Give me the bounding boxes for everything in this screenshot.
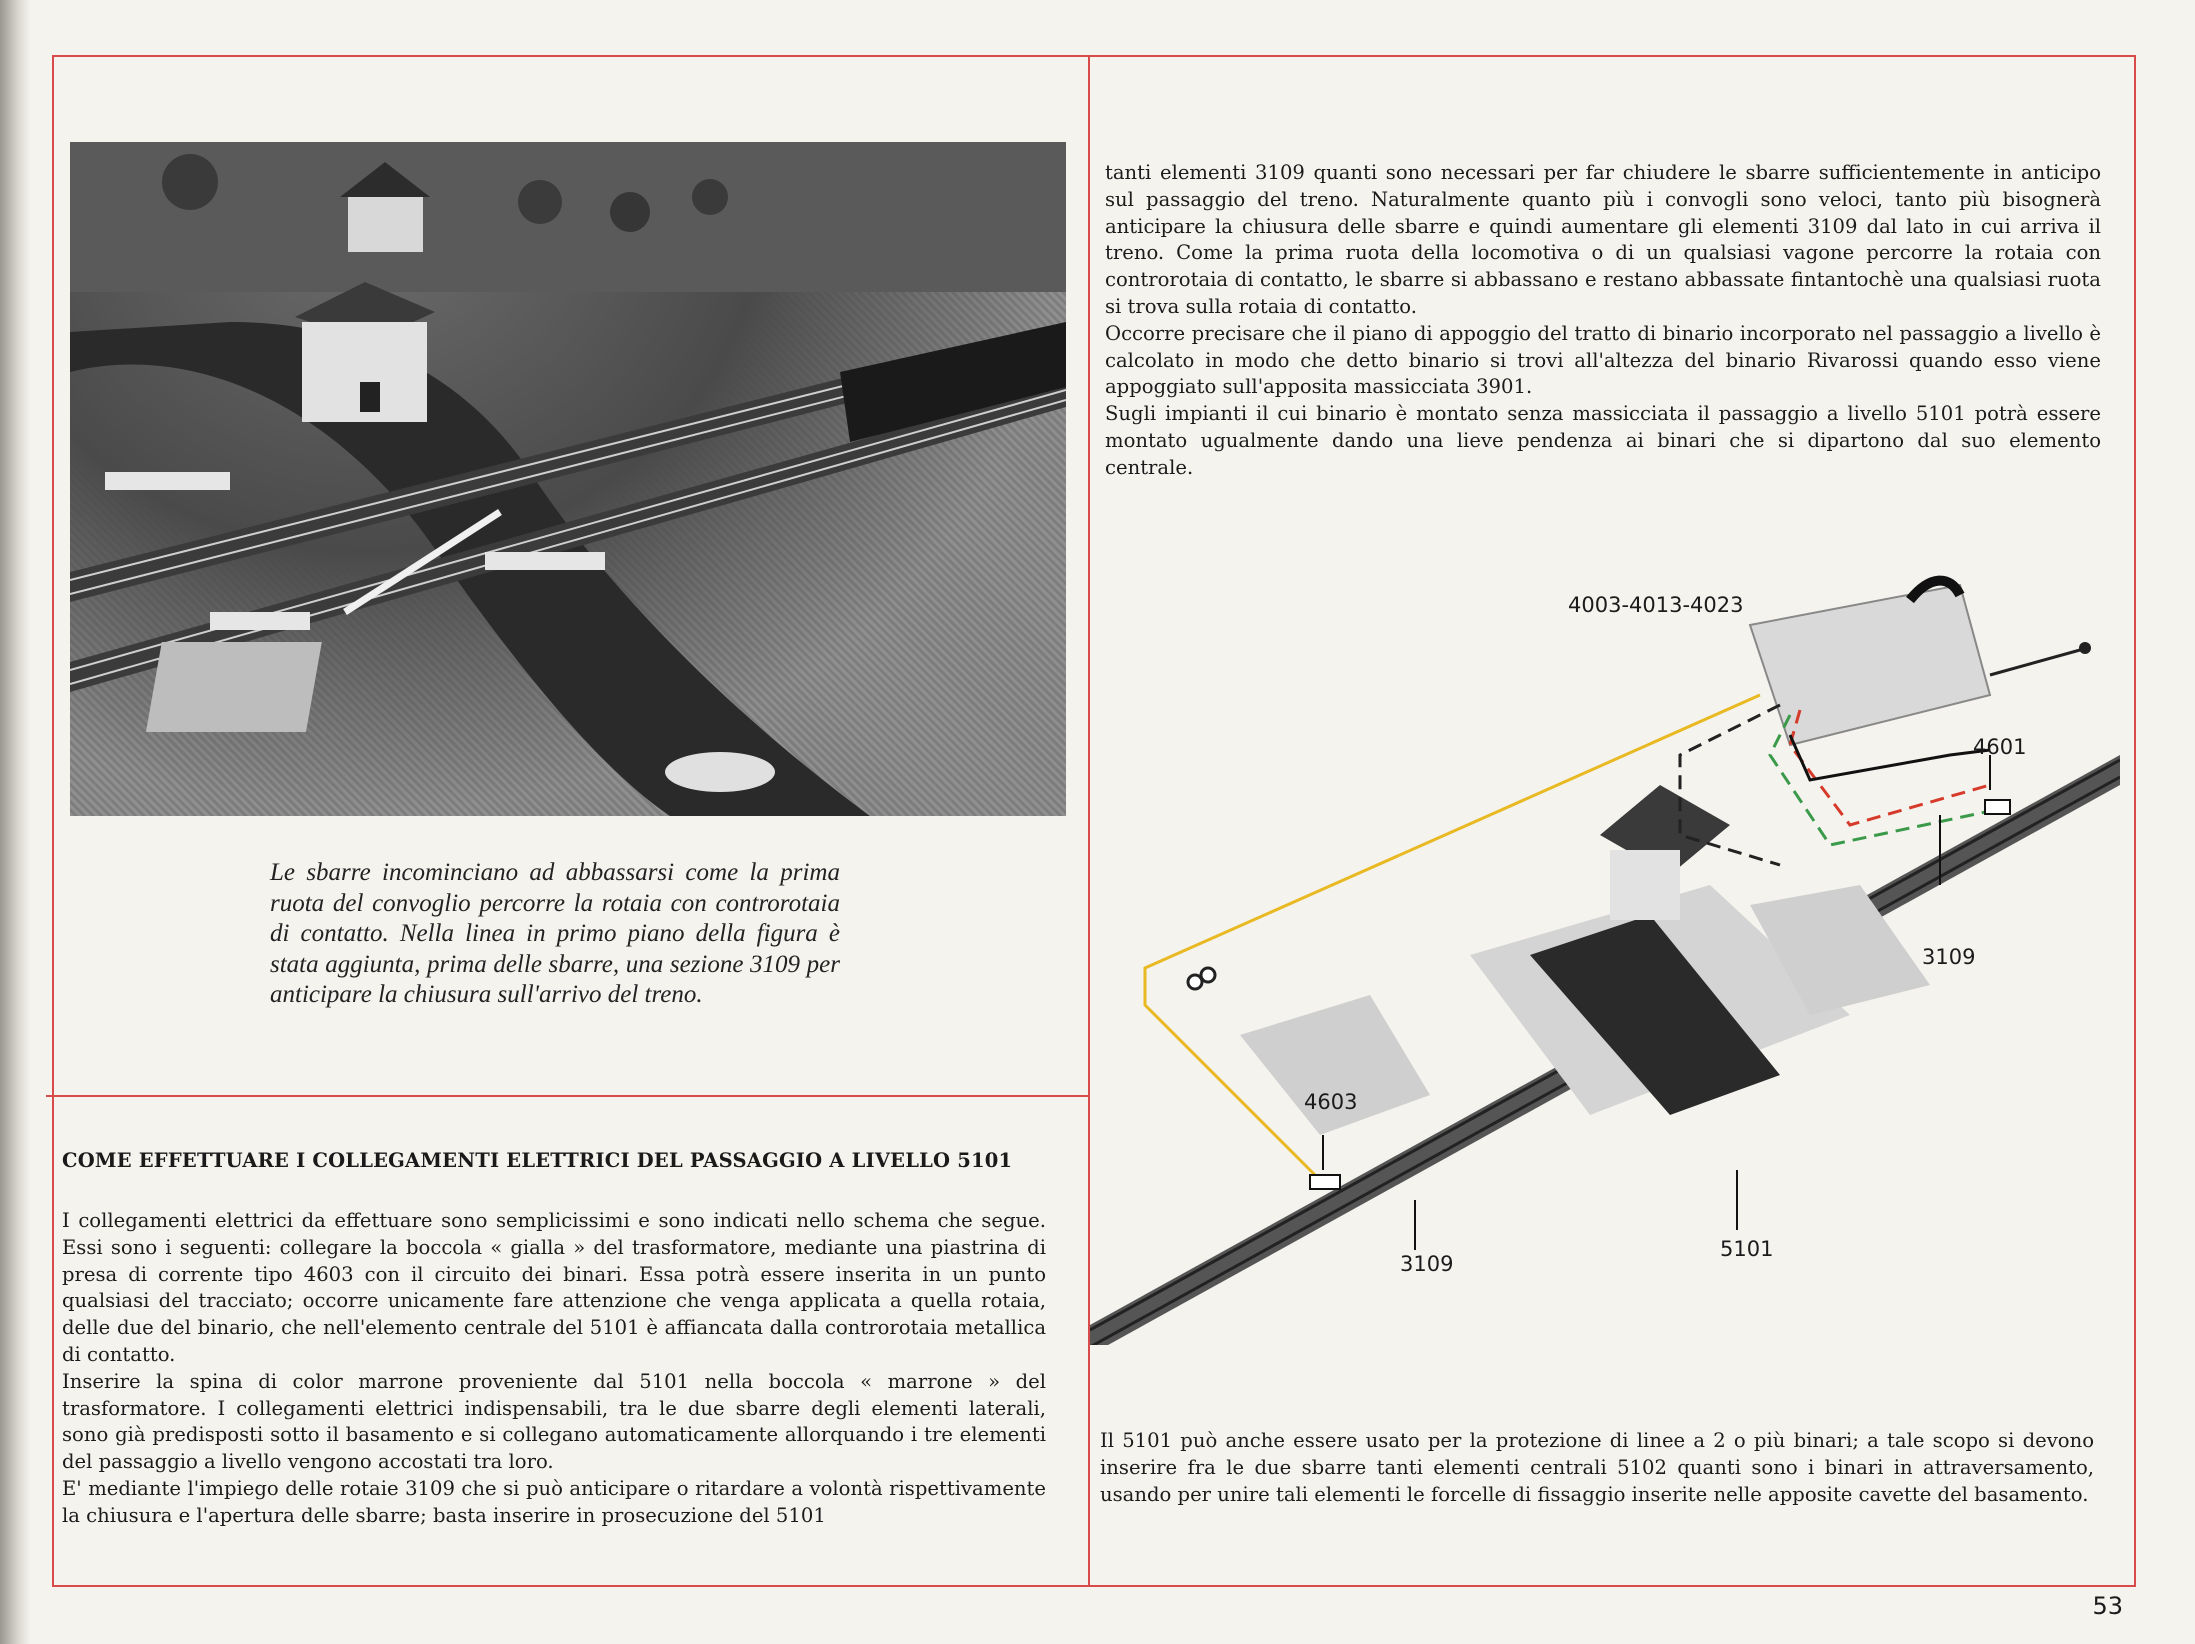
level-crossing-photo <box>70 142 1066 816</box>
crossing-5101-label: 5101 <box>1720 1237 1774 1261</box>
wiring-diagram <box>1090 555 2120 1345</box>
page-number: 53 <box>2092 1592 2123 1620</box>
left-paragraph: Inserire la spina di color marrone proveniente dal 5101 nella boccola « marrone » del trasformatore. I collegamenti elettrici indispensabili, tra le due sbarre degli elementi laterali, sono già predisposti sotto il basamento e si collegano automaticamente allorquando i tre elementi del passaggio a livello vengono accostati tra loro. <box>62 1369 1046 1474</box>
frame-left-divider <box>46 1095 1090 1097</box>
right-top-text <box>1105 160 2101 482</box>
track-3109-left-label: 3109 <box>1400 1252 1454 1276</box>
photo-illustration <box>70 142 1066 816</box>
left-body-text <box>62 1208 1046 1530</box>
right-bottom-text: Il 5101 può anche essere usato per la protezione di linee a 2 o più binari; a tale scopo si devono inserire fra le due sbarre tanti elementi centrali 5102 quanti sono i binari in attraversamento, usando per unire tali elementi le forcelle di fissaggio inserite nelle apposite cavette del basamento. <box>1100 1429 2094 1506</box>
photo-caption: Le sbarre incominciano ad abbassarsi come la prima ruota del convoglio percorre la rotaia con controrotaia di contatto. Nella linea in primo piano della figura è stata aggiunta, prima delle sbarre, una sezione 3109 per anticipare la chiusura sull'arrivo del treno. <box>270 859 840 1008</box>
page-binding-shadow <box>0 0 30 1644</box>
section-heading: COME EFFETTUARE I COLLEGAMENTI ELETTRICI DEL PASSAGGIO A LIVELLO 5101 <box>62 1149 1013 1172</box>
frame-right <box>2134 55 2136 1587</box>
frame-left <box>52 55 54 1587</box>
right-paragraph: tanti elementi 3109 quanti sono necessari per far chiudere le sbarre sufficientemente in anticipo sul passaggio del treno. Naturalmente quanto più i convogli sono veloci, tanto più bisognerà anticipare la chiusura delle sbarre e quindi aumentare gli elementi 3109 dal lato in cui arriva il treno. Come la prima ruota della locomotiva o di un qualsiasi vagone percorre la rotaia con controrotaia di contatto, le sbarre si abbassano e restano abbassate fintantochè una qualsiasi ruota si trova sulla rotaia di contatto. <box>1105 161 2101 318</box>
plate-4603-label: 4603 <box>1304 1090 1358 1114</box>
plate-4601-label: 4601 <box>1973 735 2027 759</box>
right-paragraph: Occorre precisare che il piano di appoggio del tratto di binario incorporato nel passaggio a livello è calcolato in modo che detto binario si trovi all'altezza del binario Rivarossi quando esso viene appoggiato sull'apposita massicciata 3901. <box>1105 321 2101 399</box>
left-paragraph: I collegamenti elettrici da effettuare sono semplicissimi e sono indicati nello schema che segue. Essi sono i seguenti: collegare la boccola « gialla » del trasformatore, mediante una piastrina di presa di corrente tipo 4603 con il circuito dei binari. Essa potrà essere inserita in un punto qualsiasi del tracciato; occorre unicamente fare attenzione che venga applicata a quella rotaia, delle due del binario, che nell'elemento centrale del 5101 è affiancata dalla controrotaia metallica di contatto. <box>62 1209 1046 1366</box>
track-3109-right-label: 3109 <box>1922 945 1976 969</box>
transformer-label: 4003-4013-4023 <box>1568 593 1744 617</box>
left-paragraph: E' mediante l'impiego delle rotaie 3109 che si può anticipare o ritardare a volontà rispettivamente la chiusura e l'apertura delle sbarre; basta inserire in prosecuzione del 5101 <box>62 1476 1046 1527</box>
frame-top <box>52 55 2136 57</box>
right-paragraph: Sugli impianti il cui binario è montato senza massicciata il passaggio a livello 5101 potrà essere montato ugualmente dando una lieve pendenza ai binari che si dipartono dal suo elemento centrale. <box>1105 402 2101 479</box>
frame-bottom <box>52 1585 2136 1587</box>
